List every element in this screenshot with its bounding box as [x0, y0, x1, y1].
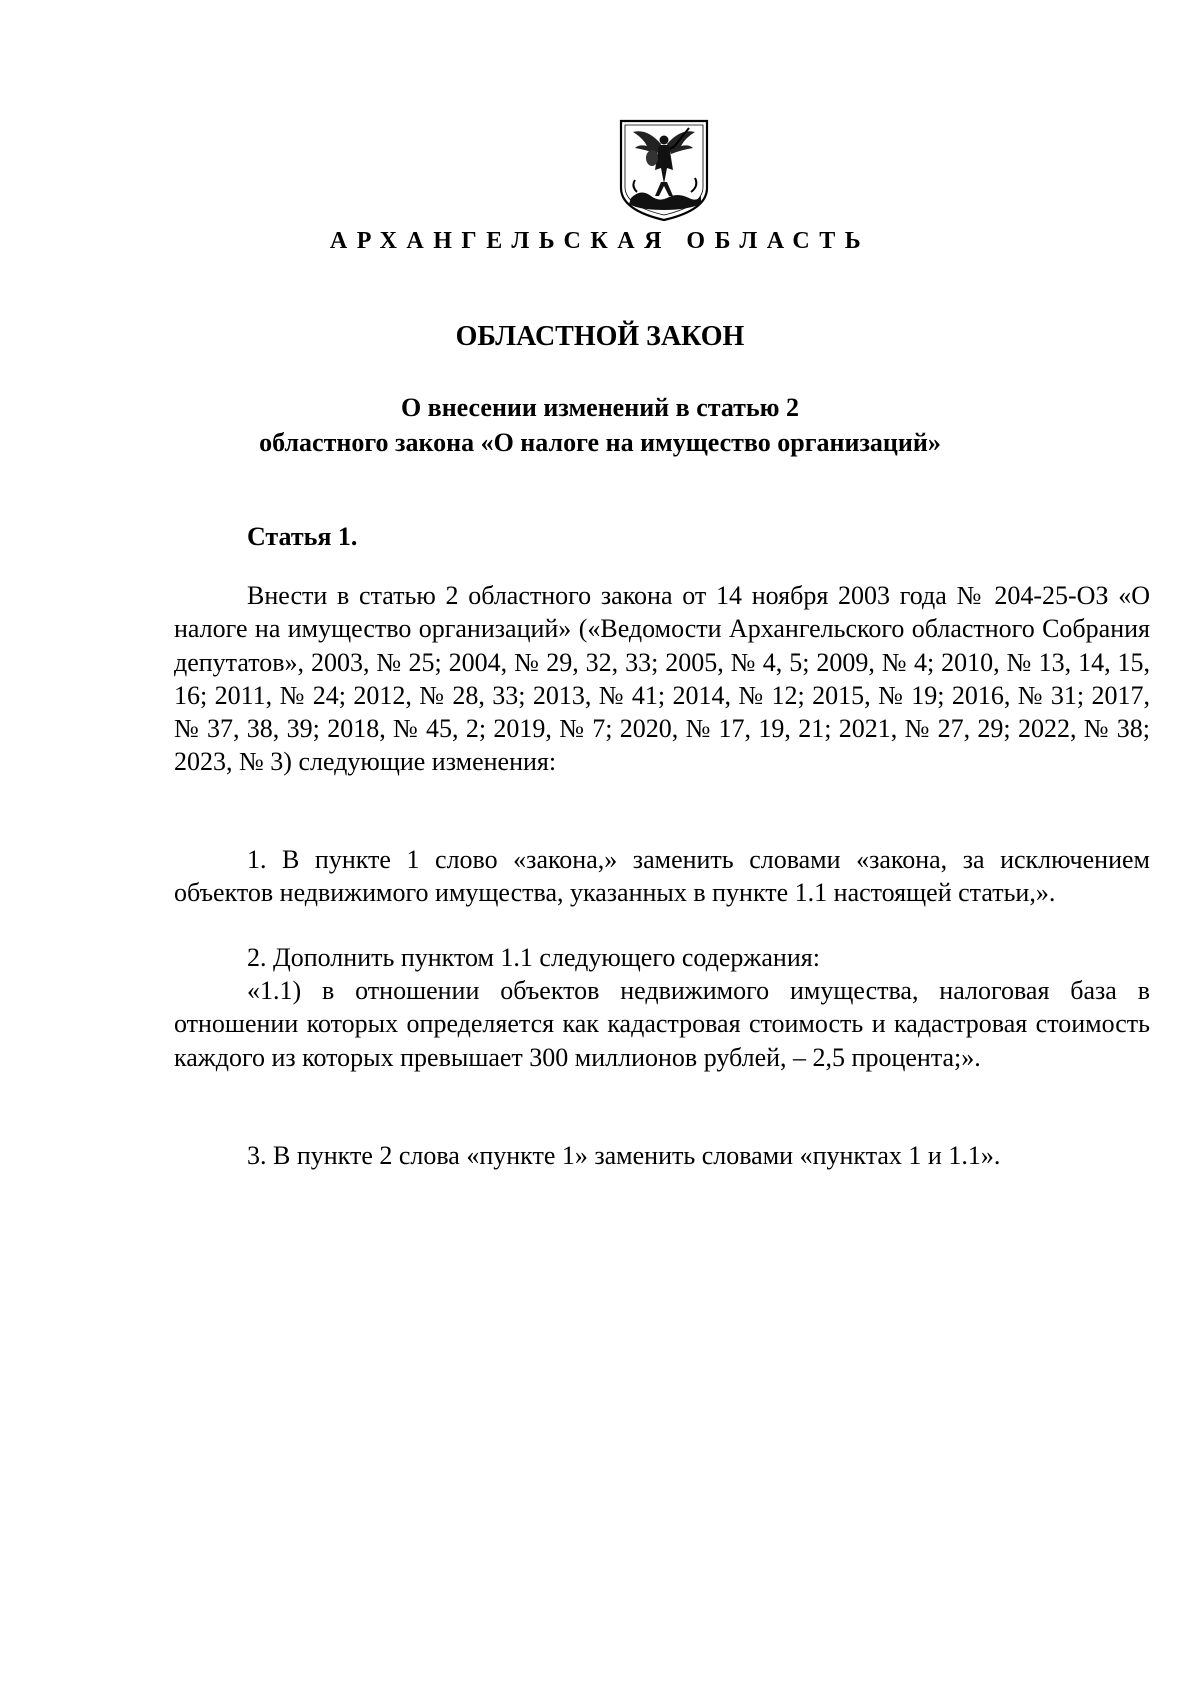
document-title-line-2: областного закона «О налоге на имущество организаций» [259, 428, 941, 457]
amendment-item-2: 2. Дополнить пунктом 1.1 следующего содержания: [247, 943, 820, 972]
document-title [0, 390, 1200, 460]
amendment-item-1: 1. В пункте 1 слово «закона,» заменить словами «закона, за исключением объектов недвижимого имущества, указанных в пункте 1.1 настоящей статьи,». [174, 845, 1150, 908]
amendment-item-2-quote: «1.1) в отношении объектов недвижимого имущества, налоговая база в отношении которых определяется как кадастровая стоимость и кадастровая стоимость каждого из которых превышает 300 миллионов рублей, – 2,5 процента;». [174, 976, 1150, 1072]
amendment-item-3: 3. В пункте 2 слова «пункте 1» заменить словами «пунктах 1 и 1.1». [247, 1141, 1001, 1170]
document-title-line-1: О внесении изменений в статью 2 [400, 393, 800, 422]
article-heading: Статья 1. [247, 522, 358, 551]
arkhangelsk-coat-of-arms-icon [617, 118, 711, 223]
region-name: АРХАНГЕЛЬСКАЯ ОБЛАСТЬ [329, 228, 871, 254]
article-intro-paragraph: Внести в статью 2 областного закона от 14 ноября 2003 года № 204-25-ОЗ «О налоге на имущество организаций» («Ведомости Архангельского областного Собрания депутатов», 2003, № 25; 2004, № 29, 32, 33; 2005, № 4, 5; 2009, № 4; 2010, № 13, 14, 15, 16; 2011, № 24; 2012, № 28, 33; 2013, № 41; 2014, № 12; 2015, № 19; 2016, № 31; 2017, № 37, 38, 39; 2018, № 45, 2; 2019, № 7; 2020, № 17, 19, 21; 2021, № 27, 29; 2022, № 38; 2023, № 3) следующие изменения: [174, 581, 1150, 777]
document-type: ОБЛАСТНОЙ ЗАКОН [455, 321, 745, 352]
